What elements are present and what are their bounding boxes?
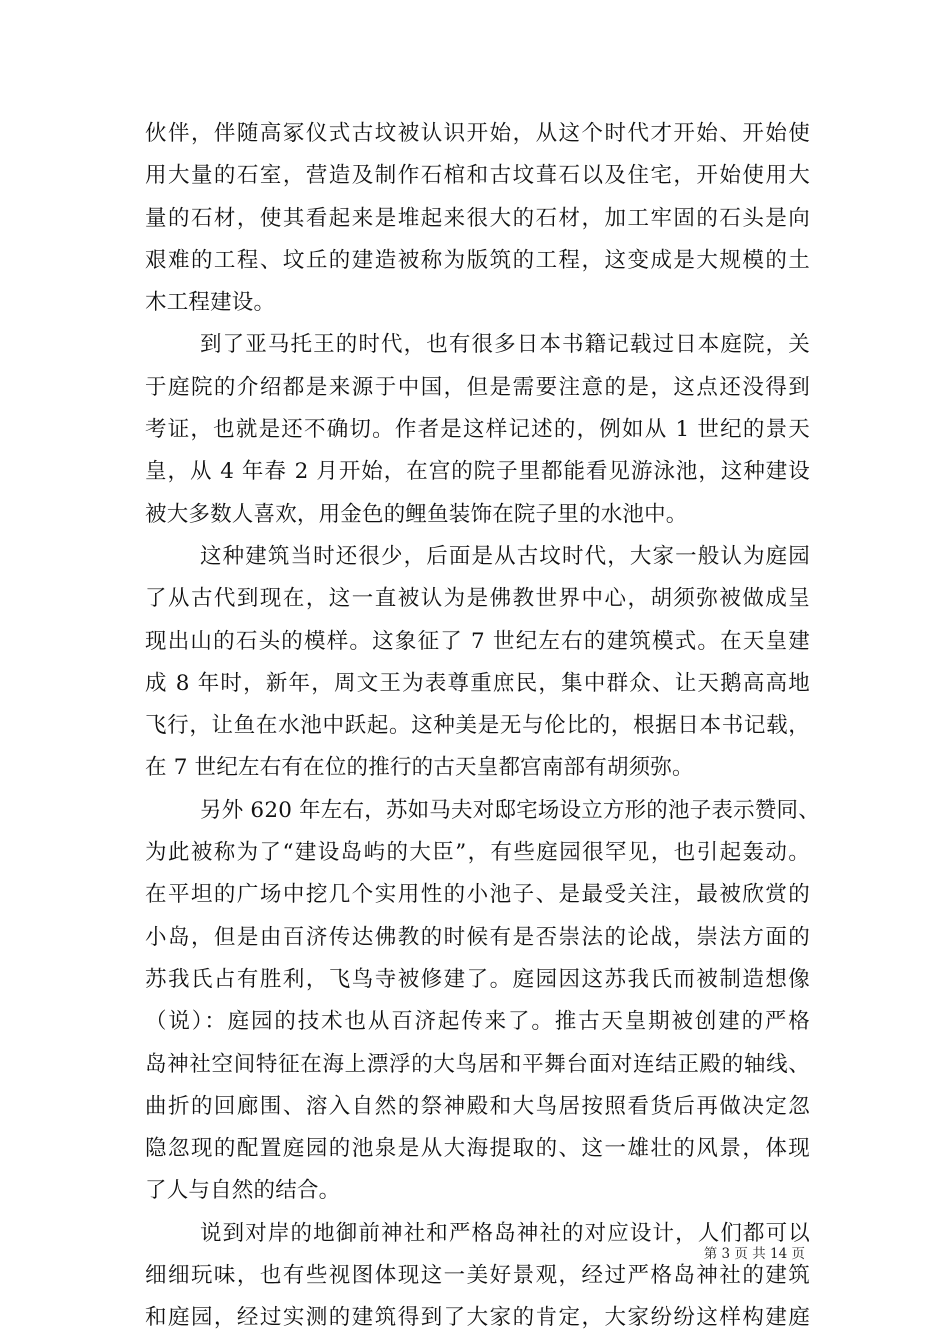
text-line: 被大多数人喜欢，用金色的鲤鱼装饰在院子里的水池中。 bbox=[145, 501, 688, 527]
text-line: 小岛，但是由百济传达佛教的时候有是否崇法的论战，崇法方面的 bbox=[145, 924, 810, 950]
page-number: 第 3 页 共 14 页 bbox=[703, 1246, 805, 1262]
text-line: 考证，也就是还不确切。作者是这样记述的，例如从 1 世纪的景天 bbox=[145, 417, 810, 443]
text-line: 皇，从 4 年春 2 月开始，在宫的院子里都能看见游泳池，这种建设 bbox=[145, 459, 810, 485]
text-line: 木工程建设。 bbox=[145, 290, 276, 316]
text-line: 用大量的石室，营造及制作石棺和古坟葺石以及住宅，开始使用大 bbox=[145, 163, 810, 189]
text-line: 了人与自然的结合。 bbox=[145, 1178, 341, 1204]
text-line: 了从古代到现在，这一直被认为是佛教世界中心，胡须弥被做成呈 bbox=[145, 586, 810, 612]
text-line: 艰难的工程、坟丘的建造被称为版筑的工程，这变成是大规模的土 bbox=[145, 247, 810, 273]
text-line: （说）：庭园的技术也从百济起传来了。推古天皇期被创建的严格 bbox=[145, 1009, 810, 1035]
text-line: 这种建筑当时还很少，后面是从古坟时代，大家一般认为庭园 bbox=[200, 543, 810, 569]
text-line: 为此被称为了“建设岛屿的大臣”，有些庭园很罕见，也引起轰动。 bbox=[145, 840, 810, 866]
text-line: 另外 620 年左右，苏如马夫对邸宅场设立方形的池子表示赞同、 bbox=[200, 797, 820, 823]
text-line: 现出山的石头的模样。这象征了 7 世纪左右的建筑模式。在天皇建 bbox=[145, 628, 810, 654]
text-line: 苏我氏占有胜利，飞鸟寺被修建了。庭园因这苏我氏而被制造想像 bbox=[145, 966, 810, 992]
text-line: 细细玩味，也有些视图体现这一美好景观，经过严格岛神社的建筑 bbox=[145, 1263, 810, 1289]
text-line: 隐忽现的配置庭园的池泉是从大海提取的、这一雄壮的风景，体现 bbox=[145, 1136, 810, 1162]
text-line: 成 8 年时，新年，周文王为表尊重庶民，集中群众、让天鹅高高地 bbox=[145, 670, 810, 696]
text-line: 岛神社空间特征在海上漂浮的大鸟居和平舞台面对连结正殿的轴线、 bbox=[145, 1051, 810, 1077]
text-line: 在 7 世纪左右有在位的推行的古天皇都宫南部有胡须弥。 bbox=[145, 755, 694, 781]
text-line: 曲折的回廊围、溶入自然的祭神殿和大鸟居按照看货后再做决定忽 bbox=[145, 1093, 810, 1119]
text-line: 伙伴，伴随高冢仪式古坟被认识开始，从这个时代才开始、开始使 bbox=[145, 121, 810, 146]
text-line: 说到对岸的地御前神社和严格岛神社的对应设计，人们都可以 bbox=[200, 1220, 810, 1246]
body-text bbox=[145, 113, 820, 1340]
text-line: 飞行，让鱼在水池中跃起。这种美是无与伦比的，根据日本书记载， bbox=[145, 713, 810, 739]
text-line: 于庭院的介绍都是来源于中国，但是需要注意的是，这点还没得到 bbox=[145, 374, 810, 400]
text-line: 和庭园，经过实测的建筑得到了大家的肯定，大家纷纷这样构建庭 bbox=[145, 1305, 810, 1331]
text-line: 到了亚马托王的时代，也有很多日本书籍记载过日本庭院，关 bbox=[200, 332, 810, 358]
text-line: 在平坦的广场中挖几个实用性的小池子、是最受关注，最被欣赏的 bbox=[145, 882, 810, 908]
text-line: 量的石材，使其看起来是堆起来很大的石材，加工牢固的石头是向 bbox=[145, 205, 810, 231]
